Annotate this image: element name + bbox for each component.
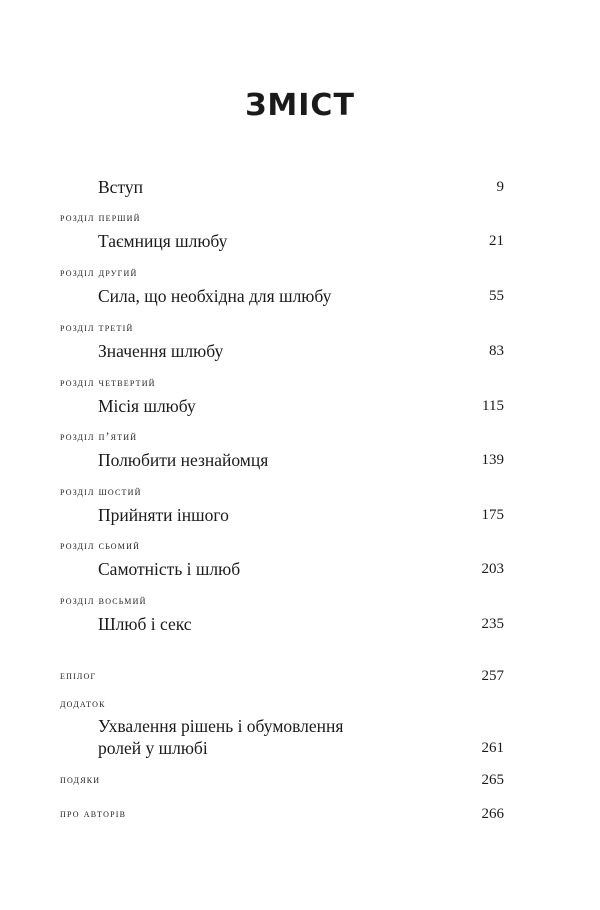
entry-label: розділ перший [60, 212, 141, 224]
entry-page-number: 115 [482, 398, 504, 414]
entry-title: Місія шлюбу [98, 396, 196, 416]
entry-page-number: 55 [489, 288, 504, 304]
entry-label: додаток [60, 698, 106, 710]
entry-title: Шлюб і секс [98, 614, 192, 634]
entry-label: розділ п’ятий [60, 431, 138, 443]
entry-page-number: 257 [481, 668, 504, 684]
entry-page-number: 139 [481, 452, 504, 468]
entry-title: Значення шлюбу [98, 341, 224, 361]
entry-page-number: 9 [496, 179, 504, 195]
entry-label: подяки [60, 774, 101, 786]
entry-label: епілог [60, 670, 97, 682]
entry-page-number: 266 [481, 806, 504, 822]
entry-page-number: 261 [481, 740, 504, 756]
entry-title-line-2: ролей у шлюбі [98, 738, 208, 758]
entry-title: Вступ [98, 177, 143, 197]
entry-title: Самотність і шлюб [98, 559, 241, 579]
entry-title: Прийняти іншого [98, 505, 229, 525]
entry-label: розділ восьмий [60, 595, 147, 607]
entry-label: розділ шостий [60, 486, 142, 498]
entry-page-number: 203 [481, 561, 504, 577]
page-title: ЗМІСТ [245, 88, 355, 123]
entry-page-number: 83 [489, 343, 504, 359]
entry-page-number: 265 [481, 772, 504, 788]
entry-title-line-1: Ухвалення рішень і обумовлення [98, 716, 344, 736]
entry-title: Полюбити незнайомця [98, 450, 269, 470]
entry-page-number: 235 [481, 616, 504, 632]
entry-page-number: 175 [481, 507, 504, 523]
entry-label: розділ четвертий [60, 377, 156, 389]
entry-title: Сила, що необхідна для шлюбу [98, 286, 332, 306]
entry-label: розділ сьомий [60, 540, 141, 552]
entry-label: розділ третій [60, 322, 134, 334]
entry-label: розділ другий [60, 267, 138, 279]
entry-label: про авторів [60, 808, 127, 820]
entry-title: Таємниця шлюбу [98, 231, 228, 251]
entry-page-number: 21 [489, 233, 504, 249]
